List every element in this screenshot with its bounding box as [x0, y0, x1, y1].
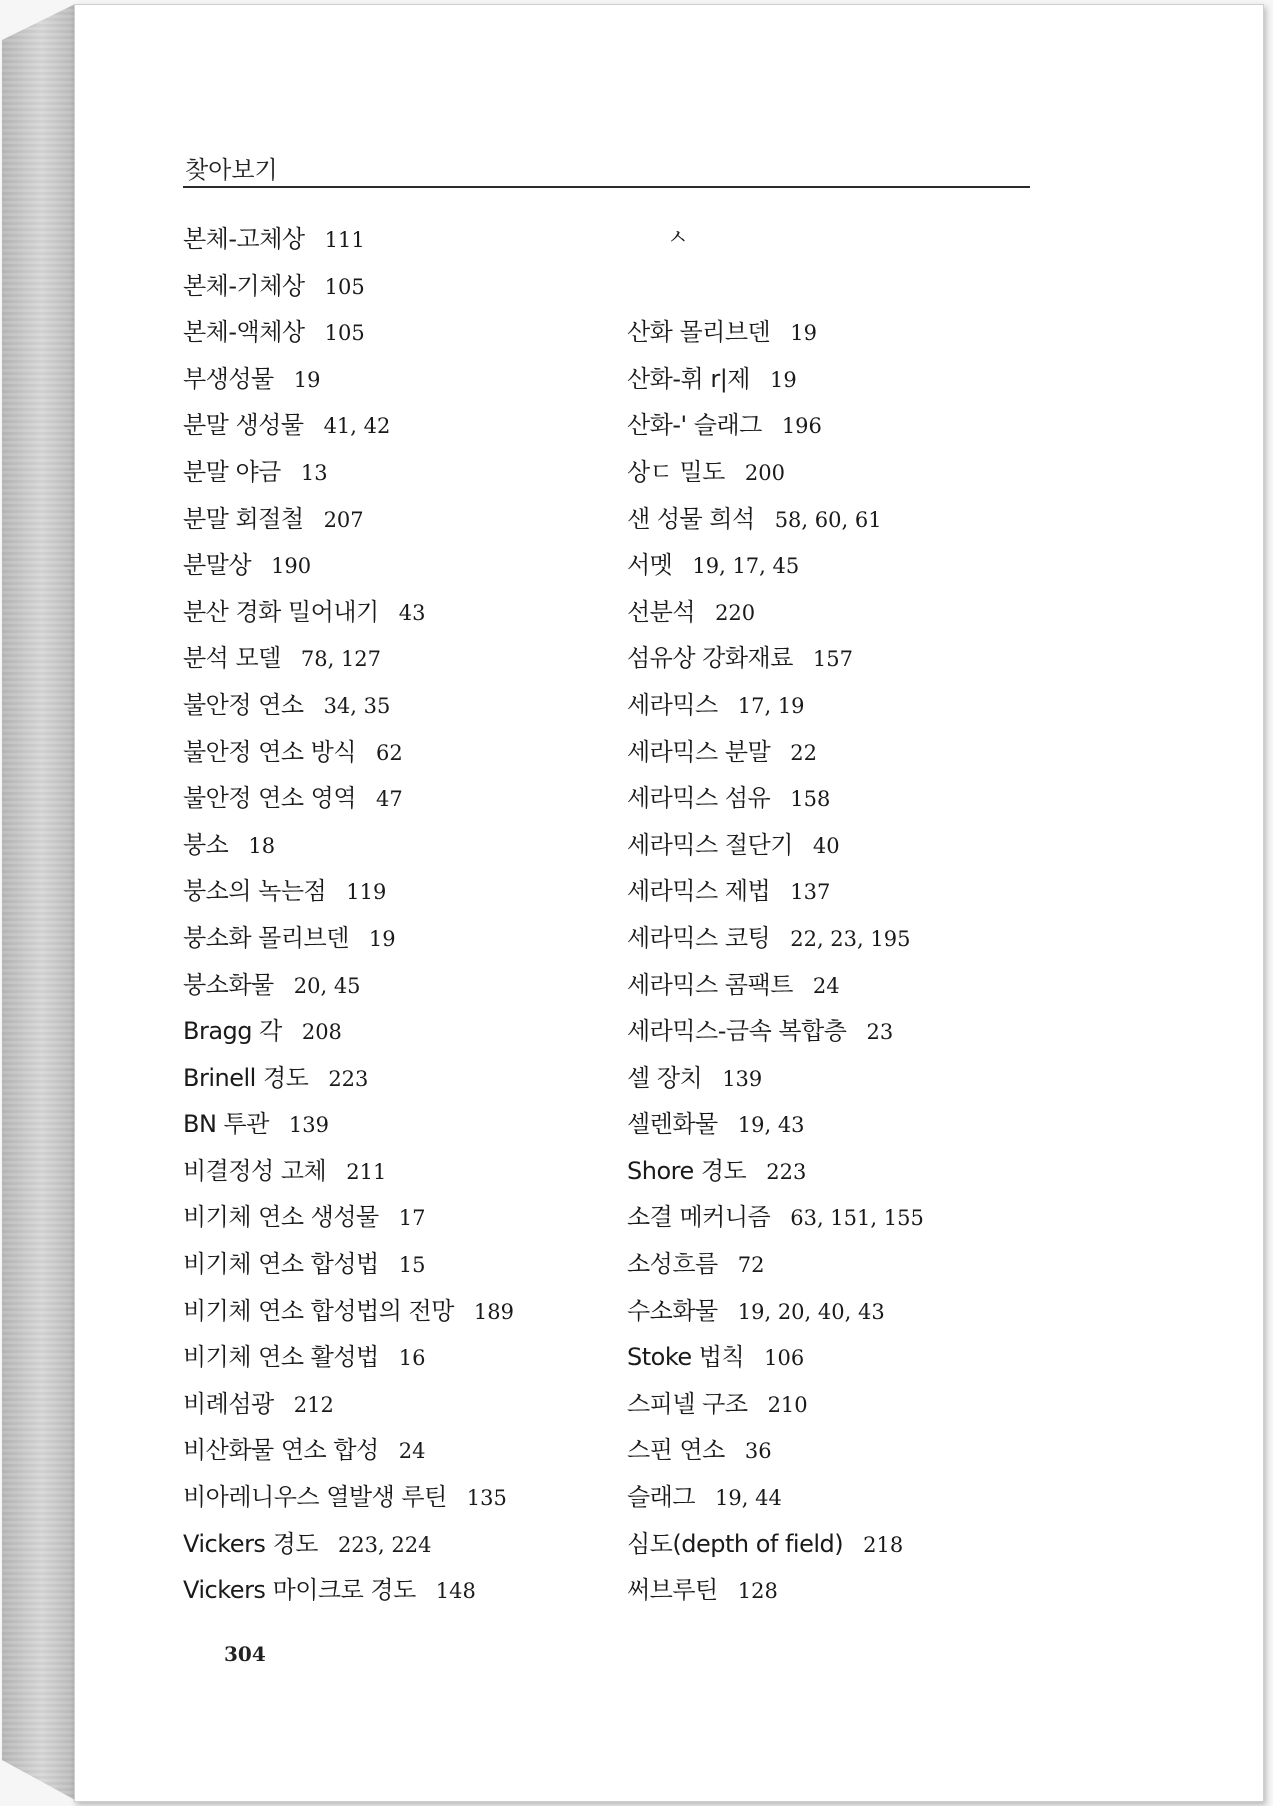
index-page-refs: 18: [248, 833, 276, 858]
index-entry: [627, 356, 1067, 403]
index-page-refs: 13: [300, 460, 328, 485]
index-page-refs: 223: [766, 1159, 807, 1184]
index-term: 상ㄷ 밀도: [627, 457, 725, 486]
index-term: 분말상: [183, 551, 252, 580]
index-term: 산화-휘 r|제: [627, 364, 750, 393]
index-page-refs: 16: [398, 1346, 426, 1371]
index-term: 본체-액체상: [183, 318, 305, 347]
index-page-refs: 62: [376, 740, 403, 765]
right-entries: [627, 309, 1067, 1614]
index-term: Vickers 마이크로 경도: [183, 1576, 416, 1605]
index-page-refs: 20, 45: [293, 973, 361, 998]
index-page-refs: 223, 224: [337, 1532, 432, 1557]
index-term: 슬래그: [627, 1483, 696, 1512]
index-entry: [627, 589, 1067, 636]
index-term: 수소화물: [627, 1296, 718, 1325]
index-entry: [627, 1288, 1067, 1335]
index-page-refs: 23: [866, 1020, 894, 1045]
index-entry: [183, 1148, 623, 1195]
index-entry: [183, 1474, 623, 1521]
index-page-refs: 223: [328, 1066, 369, 1091]
index-page-refs: 148: [435, 1579, 476, 1604]
index-entry: [627, 309, 1067, 356]
index-page-refs: 190: [271, 554, 312, 579]
index-entry: [183, 635, 623, 682]
index-entry: [183, 1521, 623, 1568]
index-page-refs: 218: [863, 1532, 904, 1557]
index-entry: [627, 962, 1067, 1009]
index-page-refs: 19: [769, 367, 797, 392]
index-page-refs: 157: [812, 647, 854, 672]
index-term: Brinell 경도: [183, 1063, 309, 1092]
index-entry: [183, 263, 623, 310]
index-entry: [183, 962, 623, 1009]
index-term: 셀 장치: [627, 1063, 703, 1092]
index-term: 서멧: [627, 551, 673, 580]
index-term: Bragg 각: [183, 1017, 282, 1046]
section-letter: ㅅ: [667, 226, 689, 251]
index-page-refs: 19, 43: [737, 1113, 805, 1138]
index-term: 심도(depth of field): [627, 1529, 844, 1558]
index-term: 분말 야금: [183, 457, 281, 486]
index-page-refs: 212: [293, 1392, 334, 1417]
index-page-refs: 19: [368, 926, 396, 951]
index-page-refs: 24: [398, 1439, 426, 1464]
index-term: 비아레니우스 열발생 루틴: [183, 1483, 447, 1512]
index-entry: [627, 1148, 1067, 1195]
index-entry: [183, 1334, 623, 1381]
index-entry: [627, 682, 1067, 729]
index-page-refs: 43: [398, 600, 426, 625]
index-term: 비기체 연소 합성법의 전망: [183, 1296, 454, 1325]
header-rule: [183, 186, 1030, 188]
index-term: 불안정 연소: [183, 690, 304, 719]
index-term: 붕소: [183, 830, 229, 859]
index-page-refs: 105: [324, 274, 365, 299]
index-term: 비산화물 연소 합성: [183, 1436, 379, 1465]
index-term: 섬유상 강화재료: [627, 644, 793, 673]
index-entry: [183, 216, 623, 263]
index-term: 산화-' 슬래그: [627, 411, 762, 440]
index-term: 세라믹스 제법: [627, 877, 771, 906]
index-term: 불안정 연소 영역: [183, 784, 357, 813]
index-term: Stoke 법칙: [627, 1343, 745, 1372]
index-page-refs: 158: [790, 787, 831, 812]
index-term: 불안정 연소 방식: [183, 737, 357, 766]
index-term: 분산 경화 밀어내기: [183, 597, 379, 626]
index-page-refs: 22: [790, 740, 817, 765]
index-page-refs: 128: [737, 1579, 778, 1604]
index-term: 써브루틴: [627, 1576, 718, 1605]
index-page-refs: 17: [398, 1206, 426, 1231]
index-term: 붕소화물: [183, 970, 274, 999]
index-term: 소성흐름: [627, 1250, 718, 1279]
index-page-refs: 137: [790, 880, 831, 905]
index-term: 세라믹스 콤팩트: [627, 970, 793, 999]
index-term: 비결정성 고체: [183, 1156, 327, 1185]
index-page-refs: 196: [781, 414, 822, 439]
index-term: 세라믹스 코팅: [627, 923, 771, 952]
index-page-refs: 63, 151, 155: [790, 1206, 924, 1231]
index-entry: [627, 1567, 1067, 1614]
index-page-refs: 34, 35: [323, 693, 391, 718]
index-page-refs: 19: [790, 321, 817, 346]
index-term: 붕소화 몰리브덴: [183, 923, 349, 952]
index-term: 산화 몰리브덴: [627, 318, 771, 347]
index-entry: [627, 822, 1067, 869]
index-page-refs: 139: [722, 1066, 763, 1091]
index-term: 스피넬 구조: [627, 1389, 748, 1418]
index-term: Shore 경도: [627, 1156, 747, 1185]
index-term: 비기체 연소 활성법: [183, 1343, 379, 1372]
index-page-refs: 24: [812, 973, 840, 998]
index-term: 선분석: [627, 597, 696, 626]
index-entry: [183, 1288, 623, 1335]
index-term: 분석 모델: [183, 644, 281, 673]
index-term: 세라믹스 분말: [627, 737, 771, 766]
index-page-refs: 17, 19: [737, 693, 805, 718]
index-entry: [183, 1567, 623, 1614]
index-entry: [183, 682, 623, 729]
index-term: 본체-기체상: [183, 271, 305, 300]
index-term: 샌 성물 희석: [627, 504, 755, 533]
index-entry: [183, 915, 623, 962]
index-column-right: [627, 216, 1067, 1614]
index-term: 세라믹스 섬유: [627, 784, 771, 813]
index-entry: [627, 496, 1067, 543]
index-entry: [183, 449, 623, 496]
index-page-refs: 200: [744, 460, 785, 485]
index-entry: [183, 1008, 623, 1055]
index-page-refs: 41, 42: [323, 414, 391, 439]
index-page-refs: 208: [301, 1020, 342, 1045]
index-page-refs: 139: [288, 1113, 330, 1138]
index-page-refs: 19, 17, 45: [692, 554, 800, 579]
index-page-refs: 105: [324, 321, 365, 346]
index-entry: [183, 775, 623, 822]
index-page-refs: 211: [346, 1159, 387, 1184]
book-spine: [2, 4, 75, 1800]
page-header: 찾아보기: [185, 156, 278, 184]
index-page-refs: 119: [346, 880, 387, 905]
index-page-refs: 72: [737, 1253, 765, 1278]
index-page-refs: 220: [715, 600, 756, 625]
index-entry: [627, 1427, 1067, 1474]
index-entry: [627, 1381, 1067, 1428]
index-column-left: [183, 216, 623, 1614]
index-entry: [183, 1055, 623, 1102]
index-entry: [183, 496, 623, 543]
index-page-refs: 19: [293, 367, 321, 392]
index-entry: [183, 729, 623, 776]
index-term: 비기체 연소 생성물: [183, 1203, 379, 1232]
index-term: 세라믹스-금속 복합층: [627, 1017, 847, 1046]
index-term: 붕소의 녹는점: [183, 877, 327, 906]
index-entry: [627, 915, 1067, 962]
index-entry: [627, 1241, 1067, 1288]
index-entry: [627, 1334, 1067, 1381]
index-entry: [183, 1241, 623, 1288]
index-entry: [183, 1427, 623, 1474]
index-page-refs: 19, 20, 40, 43: [737, 1299, 885, 1324]
index-page-refs: 78, 127: [300, 647, 382, 672]
index-term: Vickers 경도: [183, 1529, 318, 1558]
index-term: 분말 생성물: [183, 411, 304, 440]
index-entry: [183, 542, 623, 589]
index-term: 스핀 연소: [627, 1436, 725, 1465]
index-entry: [183, 356, 623, 403]
index-entry: [627, 1194, 1067, 1241]
index-term: 셀렌화물: [627, 1110, 718, 1139]
index-entry: [627, 1055, 1067, 1102]
index-term: BN 투관: [183, 1110, 269, 1139]
index-entry: [183, 1194, 623, 1241]
index-entry: [183, 402, 623, 449]
index-entry: [183, 309, 623, 356]
index-page-refs: 58, 60, 61: [774, 507, 882, 532]
page-number: 304: [224, 1642, 266, 1666]
index-page-refs: 40: [812, 833, 840, 858]
index-page-refs: 15: [398, 1253, 426, 1278]
index-page-refs: 22, 23, 195: [790, 926, 911, 951]
index-entry: [627, 635, 1067, 682]
index-page-refs: 106: [764, 1346, 805, 1371]
index-term: 분말 회절철: [183, 504, 304, 533]
index-entry: [627, 729, 1067, 776]
index-entry: [183, 822, 623, 869]
index-entry: [183, 1381, 623, 1428]
index-entry: [627, 775, 1067, 822]
index-term: 소결 메커니즘: [627, 1203, 771, 1232]
index-entry: [627, 868, 1067, 915]
index-term: 비례섬광: [183, 1389, 274, 1418]
index-entry: [627, 1521, 1067, 1568]
index-entry: [183, 589, 623, 636]
index-page-refs: 210: [767, 1392, 808, 1417]
index-entry: [627, 449, 1067, 496]
index-page-refs: 36: [744, 1439, 772, 1464]
index-term: 세라믹스 절단기: [627, 830, 793, 859]
index-entry: [627, 1101, 1067, 1148]
index-term: 비기체 연소 합성법: [183, 1250, 379, 1279]
index-entry: [627, 1474, 1067, 1521]
index-page-refs: 207: [323, 507, 364, 532]
index-term: 세라믹스: [627, 690, 718, 719]
index-entry: [627, 402, 1067, 449]
section-spacer: [627, 263, 1067, 310]
index-page-refs: 189: [473, 1299, 515, 1324]
index-entry: [627, 542, 1067, 589]
index-page-refs: 111: [324, 228, 365, 252]
index-page-refs: 135: [466, 1486, 507, 1511]
index-entry: [627, 1008, 1067, 1055]
index-entry: [183, 1101, 623, 1148]
index-entry: [183, 868, 623, 915]
index-term: 부생성물: [183, 364, 274, 393]
index-term: 본체-고체상: [183, 225, 305, 253]
index-page-refs: 19, 44: [715, 1486, 782, 1511]
index-page-refs: 47: [376, 787, 403, 812]
